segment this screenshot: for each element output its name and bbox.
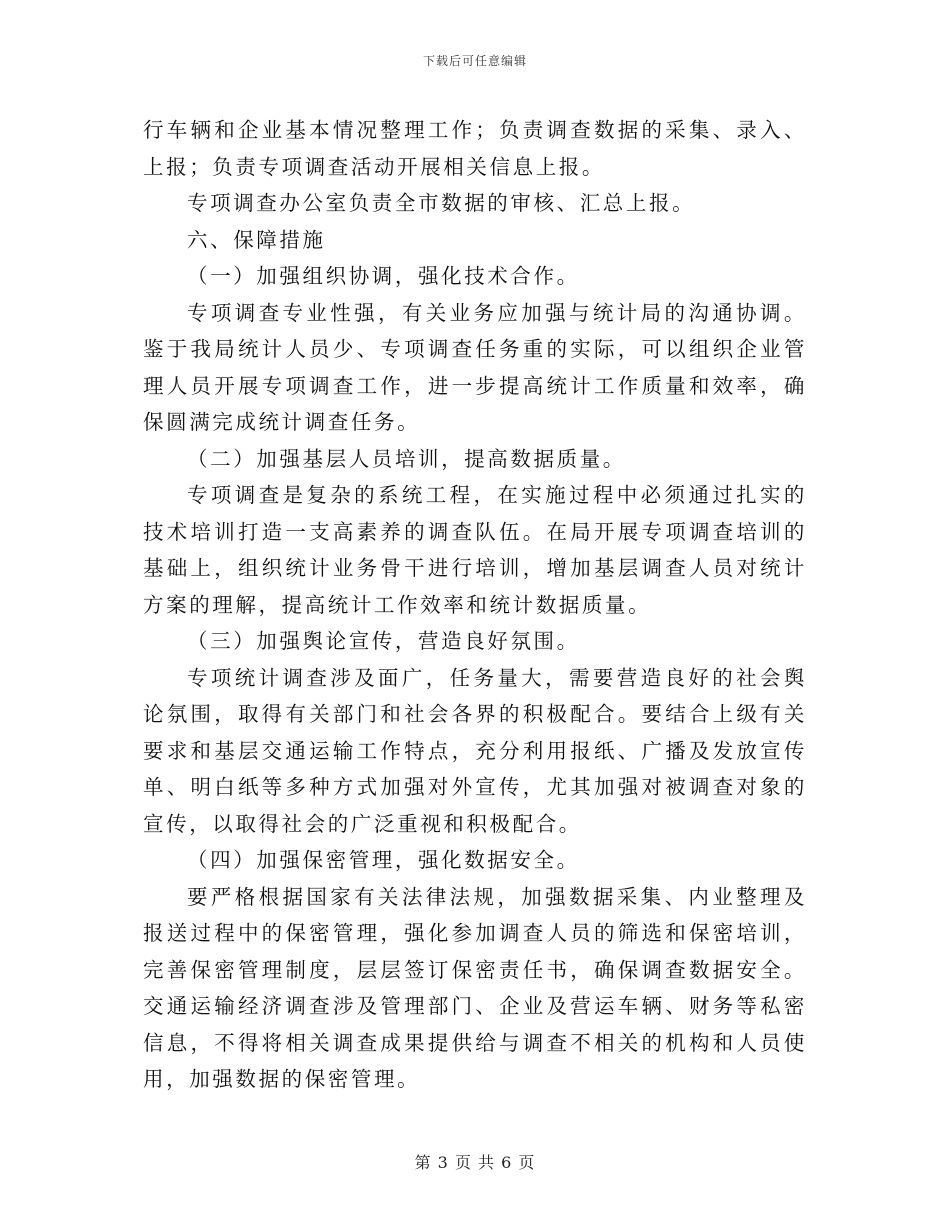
page-number: 第 3 页 共 6 页 — [414, 1153, 536, 1172]
subheading-training: （二）加强基层人员培训，提高数据质量。 — [187, 446, 626, 471]
subheading-coordination: （一）加强组织协调，强化技术合作。 — [187, 264, 580, 288]
paragraph-confidentiality: 要严格根据国家有关法律法规，加强数据采集、内业整理及报送过程中的保密管理，强化参加调查人员的筛选和保密培训，完善保密管理制度，层层签订保密责任书，确保调查数据安全。交通运输经济调查涉及管理部门、企业及营运车辆、财务等私密信息，不得将相关调查成果提供给与调查不相关的机构和人员使用，加强数据的保密管理。 — [143, 884, 807, 1091]
paragraph-continuation: 行车辆和企业基本情况整理工作；负责调查数据的采集、录入、上报；负责专项调查活动开展相关信息上报。 — [143, 118, 807, 179]
paragraph-coordination: 专项调查专业性强，有关业务应加强与统计局的沟通协调。鉴于我局统计人员少、专项调查任务重的实际，可以组织企业管理人员开展专项调查工作，进一步提高统计工作质量和效率，确保圆满完成统计调查任务。 — [143, 300, 807, 434]
subheading-publicity: （三）加强舆论宣传，营造良好氛围。 — [187, 629, 580, 653]
paragraph-audit-office: 专项调查办公室负责全市数据的审核、汇总上报。 — [187, 191, 696, 215]
document-body — [143, 112, 807, 1098]
subheading-confidentiality: （四）加强保密管理，强化数据安全。 — [187, 848, 580, 872]
paragraph-training: 专项调查是复杂的系统工程，在实施过程中必须通过扎实的技术培训打造一支高素养的调查队伍。在局开展专项调查培训的基础上，组织统计业务骨干进行培训，增加基层调查人员对统计方案的理解，提高统计工作效率和统计数据质量。 — [143, 483, 807, 617]
section-heading-safeguards: 六、保障措施 — [187, 227, 326, 252]
page-header: 下载后可任意编辑 — [422, 54, 527, 68]
paragraph-publicity: 专项统计调查涉及面广，任务量大，需要营造良好的社会舆论氛围，取得有关部门和社会各界的积极配合。要结合上级有关要求和基层交通运输工作特点，充分利用报纸、广播及发放宣传单、明白纸等多种方式加强对外宣传，尤其加强对被调查对象的宣传，以取得社会的广泛重视和积极配合。 — [143, 665, 807, 836]
